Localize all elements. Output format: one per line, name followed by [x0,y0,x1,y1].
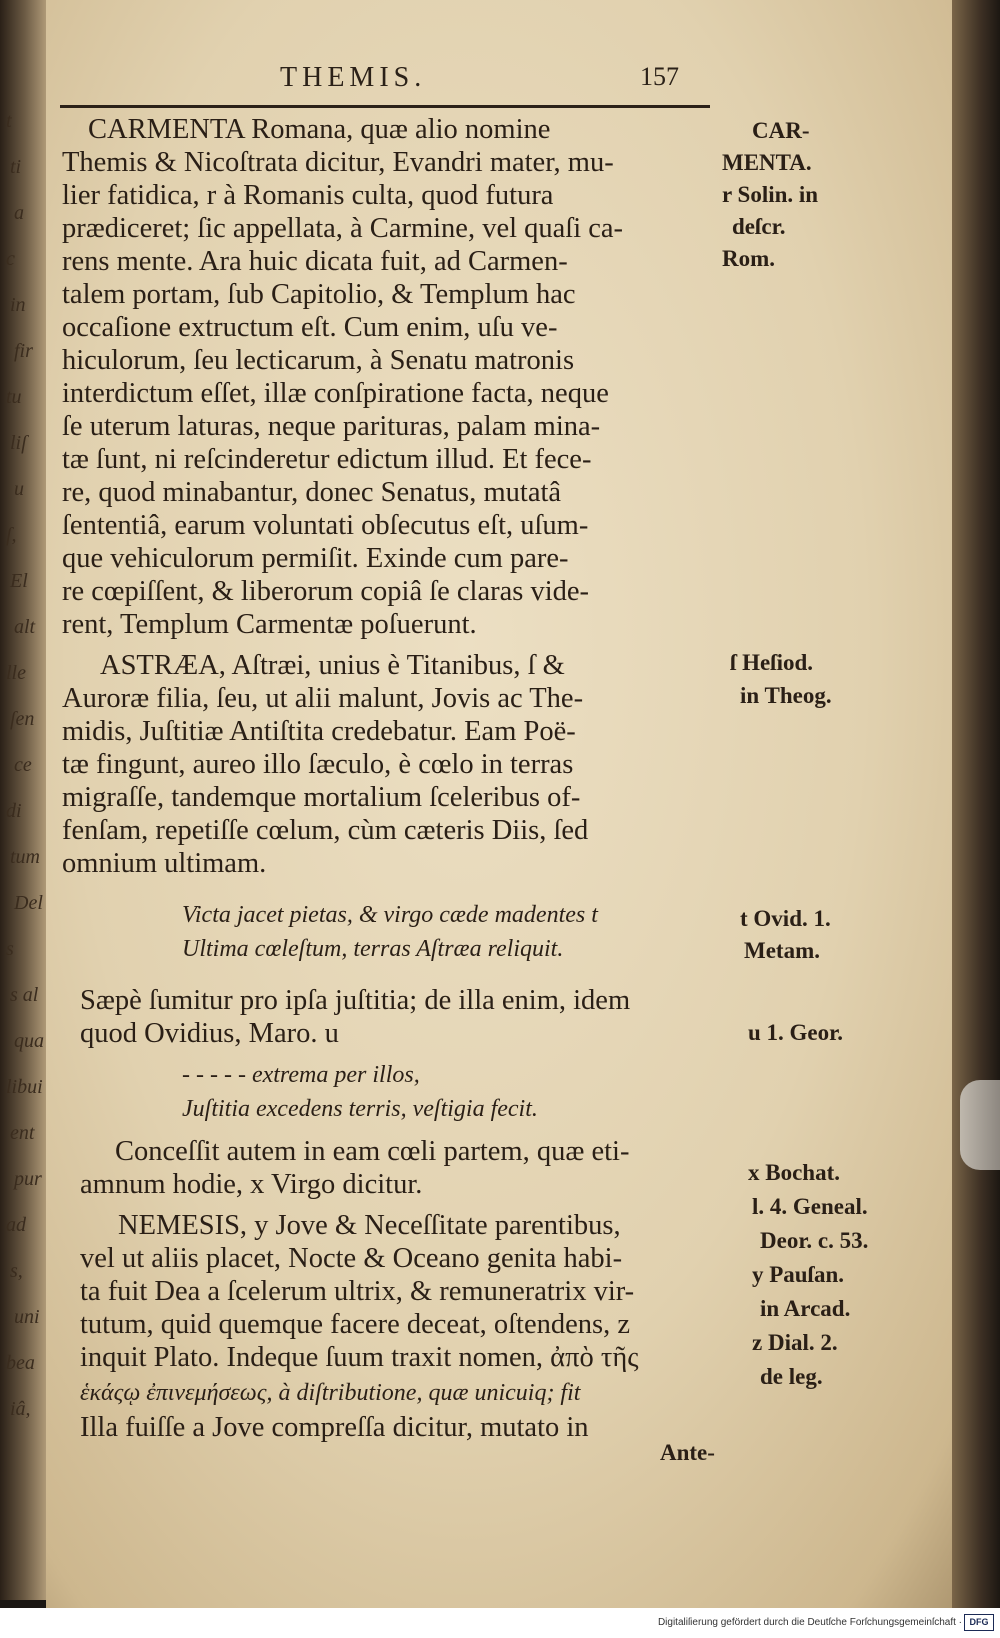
facing-page-fragment: libui [6,1076,43,1098]
text-line: vel ut aliis placet, Nocte & Oceano genita habi- [80,1243,623,1274]
text-line: Illa fuiſſe a Jove compreſſa dicitur, mutato in [80,1412,589,1443]
margin-note: in Arcad. [760,1296,851,1321]
facing-page-fragment: di [6,800,22,822]
facing-page-fragment: fir [14,340,33,362]
facing-page-fragment: ent [10,1122,35,1144]
text-line: ta fuit Dea a ſcelerum ultrix, & remuneratrix vir- [80,1276,635,1307]
margin-note: CAR- [752,118,810,143]
text-line: Themis & Nicoſtrata dicitur, Evandri mater, mu- [62,147,614,178]
facing-page-fragment: El [10,570,28,592]
facing-page-fragment: t [6,110,12,132]
facing-page-fragment: tum [10,846,40,868]
facing-page-fragment: lle [6,662,26,684]
facing-page-fragment: ce [14,754,32,776]
margin-note: Deor. c. 53. [760,1228,869,1253]
text-line: amnum hodie, x Virgo dicitur. [80,1169,423,1200]
margin-note: ſ Heſiod. [730,650,814,675]
text-line: Auroræ filia, ſeu, ut alii malunt, Jovis ac The- [62,683,584,714]
margin-note: MENTA. [722,150,812,175]
book-binding-edge [952,0,1000,1608]
margin-note: in Theog. [740,683,832,708]
text-line: lier fatidica, r à Romanis culta, quod futura [62,180,554,211]
text-line: inquit Plato. Indeque ſuum traxit nomen, ἀπὸ τῆς [80,1342,639,1373]
text-line: hiculorum, ſeu lecticarum, à Senatu matronis [62,345,575,376]
text-line: rent, Templum Carmentæ poſuerunt. [62,609,477,640]
text-line: rens mente. Ara huic dicata fuit, ad Carmen- [62,246,568,277]
text-line: interdictum eſſet, illæ conſpiratione facta, neque [62,378,609,409]
text-line: ſententiâ, earum voluntati obſecutus eſt, uſum- [62,510,589,541]
text-line: talem portam, ſub Capitolio, & Templum hac [62,279,576,310]
text-line: CARMENTA Romana, quæ alio nomine [88,114,551,145]
margin-note: u 1. Geor. [748,1020,843,1045]
margin-note: deſcr. [732,214,786,239]
margin-note: y Pauſan. [752,1262,845,1287]
margin-note: l. 4. Geneal. [752,1194,868,1219]
facing-page-fragment: s [6,938,14,960]
facing-page-fragment: iâ, [10,1398,31,1420]
text-line: midis, Juſtitiæ Antiſtita credebatur. Eam Poë- [62,716,576,747]
facing-page-fragment: in [10,294,26,316]
text-line: omnium ultimam. [62,848,267,879]
header-rule [60,105,710,108]
facing-page-fragment: c [6,248,15,270]
running-title: THEMIS. [280,62,427,93]
text-line: prædiceret; ſic appellata, à Carmine, vel quaſi ca- [62,213,624,244]
facing-page-fragment: tu [6,386,22,408]
text-line: ASTRÆA, Aſtræi, unius è Titanibus, ſ & [100,650,565,681]
facing-page-fragment: ſ, [6,524,17,546]
margin-note: x Bochat. [748,1160,840,1185]
text-line: occaſione extructum eſt. Cum enim, uſu ve- [62,312,558,343]
facing-page-fragment: liſ [10,432,27,454]
verse-line: Victa jacet pietas, & virgo cæde madentes t [182,902,598,928]
text-line: tutum, quid quemque facere deceat, oſtendens, z [80,1309,630,1340]
catchword: Ante- [660,1440,715,1465]
verse-line: Ultima cœleſtum, terras Aſtræa reliquit. [182,936,564,962]
verse-line: Juſtitia excedens terris, veſtigia fecit. [182,1096,538,1122]
margin-note: r Solin. in [722,182,819,207]
digitization-footer [0,1608,1000,1638]
margin-note: z Dial. 2. [752,1330,838,1355]
facing-page-fragment: Del [14,892,43,914]
facing-page-fragment: qua [14,1030,44,1052]
facing-page-fragment: s al [10,984,39,1006]
footer-credit: Digitaliſierung gefördert durch die Deutſche Forſchungsgemeinſchaft · [657,1617,962,1628]
text-line: que vehiculorum permiſit. Exinde cum pare- [62,543,569,574]
margin-note: de leg. [760,1364,823,1389]
facing-page-fragment: a [14,202,24,224]
facing-page-fragment: ti [10,156,22,178]
text-line: fenſam, repetiſſe cœlum, cùm cæteris Diis, ſed [62,815,589,846]
margin-note: Rom. [722,246,776,271]
text-line: Sæpè ſumitur pro ipſa juſtitia; de illa enim, idem [80,985,631,1016]
text-line: tæ ſunt, ni reſcinderetur edictum illud. Et fece- [62,444,592,475]
facing-page-fragment: s, [10,1260,23,1282]
facing-page-fragment: ad [6,1214,26,1236]
text-line: tæ fingunt, aureo illo ſæculo, è cœlo in terras [62,749,574,780]
facing-page-fragment: uni [14,1306,40,1328]
margin-note: t Ovid. 1. [740,906,831,931]
text-line: ἑκάςῳ ἐπινεμήσεως, à diſtributione, quæ unicuiq; fit [80,1380,581,1406]
facing-page-fragment: ſen [10,708,35,730]
text-line: quod Ovidius, Maro. u [80,1018,339,1049]
verse-line: - - - - - extrema per illos, [182,1062,420,1088]
facing-page-fragment: alt [14,616,36,638]
page-clasp [960,1080,1000,1170]
text-line: Conceſſit autem in eam cœli partem, quæ eti- [115,1136,630,1167]
text-line: re cœpiſſent, & liberorum copiâ ſe claras vide- [62,576,590,607]
text-line: ſe uterum laturas, neque parituras, palam mina- [62,411,601,442]
dfg-logo: DFG [964,1614,994,1631]
facing-page-fragment: u [14,478,24,500]
margin-note: Metam. [744,938,820,963]
text-line: migraſſe, tandemque mortalium ſceleribus of- [62,782,581,813]
text-line: re, quod minabantur, donec Senatus, mutatâ [62,477,562,508]
facing-page-fragment: pur [14,1168,42,1190]
text-line: NEMESIS, y Jove & Neceſſitate parentibus, [118,1210,621,1241]
facing-page-fragment: bea [6,1352,35,1374]
page-number: 157 [640,62,679,91]
